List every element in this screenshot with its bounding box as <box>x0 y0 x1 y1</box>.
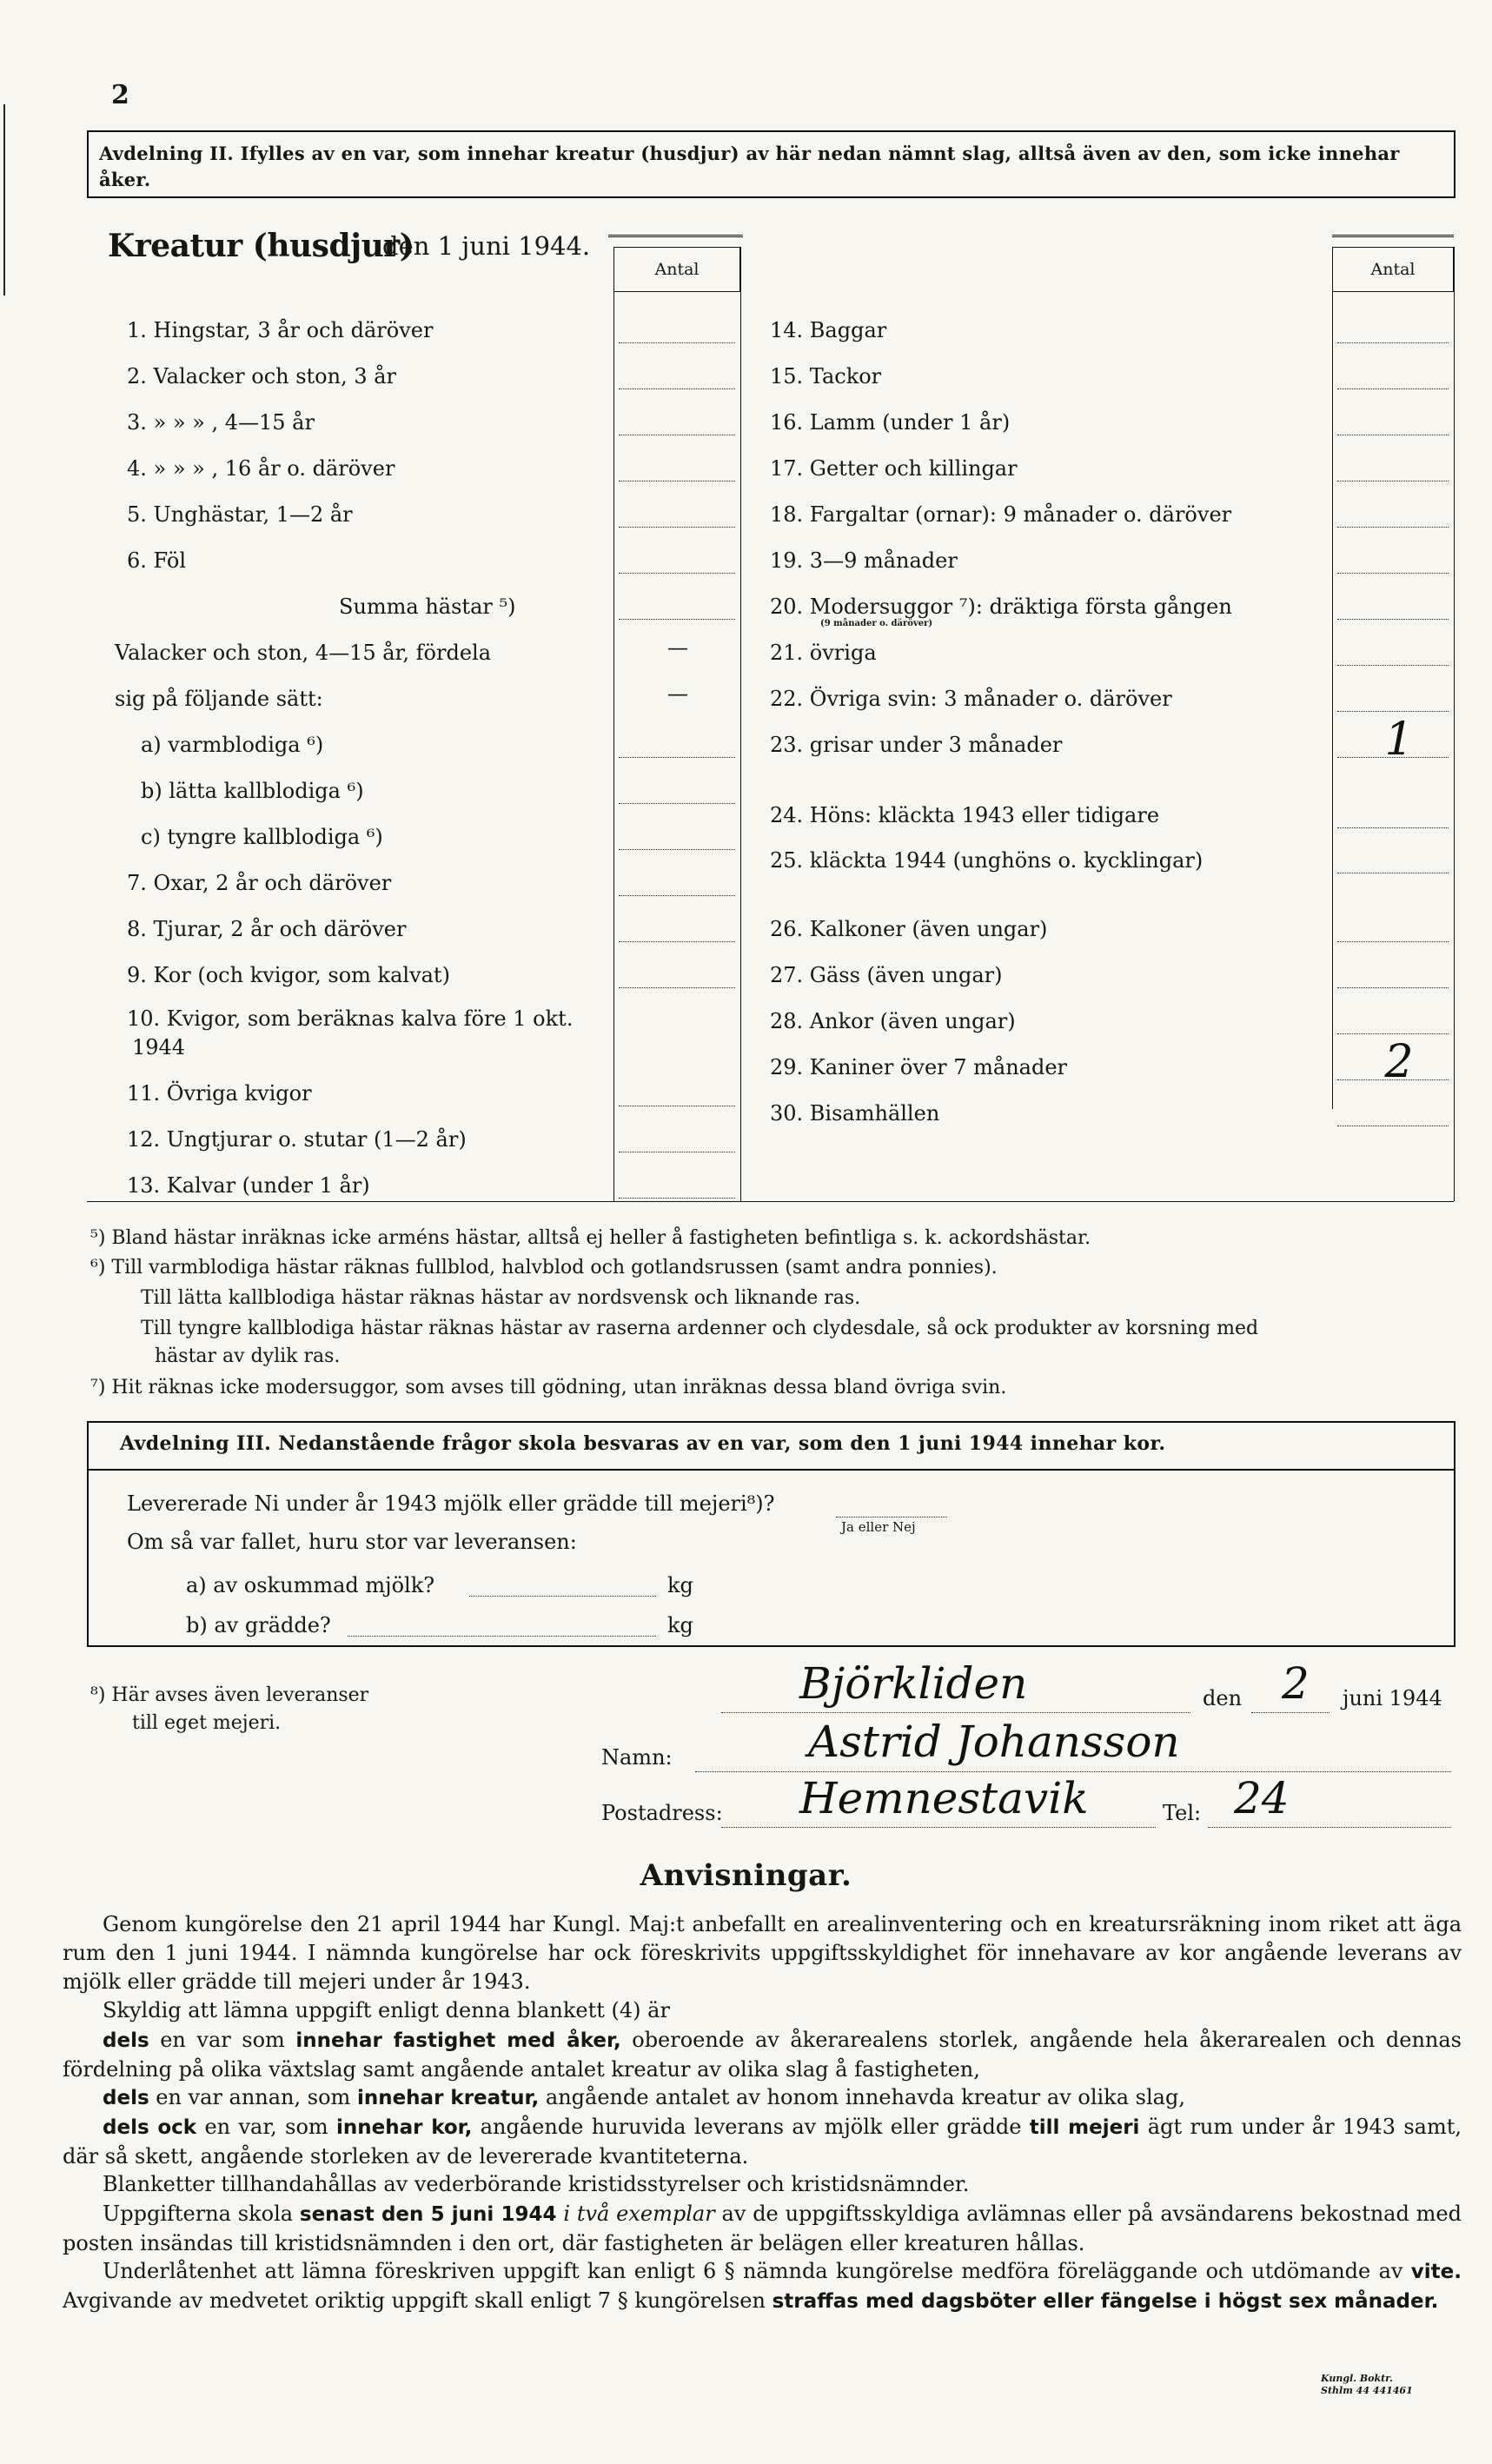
right-row-label: 16. Lamm (under 1 år) <box>770 410 1011 435</box>
instructions-p5 <box>63 2113 1462 2171</box>
right-row-answer[interactable] <box>1337 711 1449 712</box>
left-row-answer[interactable] <box>619 803 735 804</box>
right-row-label: 23. grisar under 3 månader <box>770 733 1063 757</box>
p7-b: senast den 5 juni 1944 <box>299 2203 557 2226</box>
right-row-label: 20. Modersuggor ⁷): dräktiga första gången <box>770 594 1232 619</box>
footnote-6: ⁶) Till varmblodiga hästar räknas fullblod, halvblod och gotlandsrussen (samt andra ponnies). <box>90 1257 998 1278</box>
q2b-answer-line[interactable] <box>348 1636 656 1637</box>
right-row-answer[interactable] <box>1337 987 1449 988</box>
right-row-label: 28. Ankor (även ungar) <box>770 1009 1016 1033</box>
right-row-label: 18. Fargaltar (ornar): 9 månader o. däröver <box>770 502 1232 527</box>
postadress-handwritten[interactable]: Hemnestavik <box>799 1773 1089 1823</box>
kreatur-date: den 1 juni 1944. <box>382 231 591 261</box>
p3-c: innehar fastighet med åker, <box>295 2029 621 2052</box>
left-row-label: 3. » » » , 4—15 år <box>127 410 315 435</box>
name-line <box>695 1771 1451 1772</box>
left-row-label: b) lätta kallblodiga ⁶) <box>141 779 364 803</box>
p7-d: av de uppgiftsskyldiga avlämnas eller på avsändarens bekostnad med posten insändas till kristidsnämnden i den ort, där fastigheten är belägen eller kreaturen hållas. <box>63 2202 1462 2255</box>
antal-header-left: Antal <box>613 247 740 292</box>
printer-mark: Kungl. Boktr. Sthlm 44 441461 <box>1321 2373 1413 2396</box>
p3-d: oberoende av åkerarealens storlek, angående hela åkerarealen och dennas fördelning på olika växtslag samt angående antalet kreatur av olika slag å fastigheten, <box>63 2028 1462 2082</box>
p7-c: i två exemplar <box>556 2202 715 2226</box>
instructions-p3 <box>63 2026 1462 2084</box>
month-year: juni 1944 <box>1343 1686 1442 1710</box>
p8-a: Underlåtenhet att lämna föreskriven uppgift kan enligt 6 § nämnda kungörelse medföra föreläggande och utdömande av <box>103 2259 1411 2283</box>
section3-header: Avdelning III. Nedanstående frågor skola besvaras av en var, som den 1 juni 1944 innehar kor. <box>120 1432 1166 1455</box>
left-row-label: 7. Oxar, 2 år och däröver <box>127 871 392 895</box>
left-row-label: 12. Ungtjurar o. stutar (1—2 år) <box>127 1127 467 1152</box>
left-row-label: sig på följande sätt: <box>115 687 323 711</box>
right-row-answer[interactable] <box>1337 665 1449 666</box>
right-row-label: 15. Tackor <box>770 364 882 389</box>
right-row-label: 19. 3—9 månader <box>770 548 958 573</box>
p4-d: angående antalet av honom innehavda kreatur av olika slag, <box>539 2085 1185 2109</box>
footnote-8-line2: till eget mejeri. <box>132 1712 282 1734</box>
right-row-answer[interactable] <box>1337 481 1449 482</box>
day-handwritten[interactable]: 2 <box>1282 1658 1310 1709</box>
p7-a: Uppgifterna skola <box>103 2202 300 2226</box>
left-antal-column-right <box>740 247 741 1201</box>
left-row-answer[interactable] <box>619 941 735 942</box>
tel-handwritten[interactable]: 24 <box>1234 1773 1290 1823</box>
p6-text: Blanketter tillhandahållas av vederbörande kristidsstyrelser och kristidsnämnder. <box>103 2172 970 2196</box>
left-row-answer[interactable] <box>619 573 735 574</box>
right-antal-column-left <box>1332 292 1333 1109</box>
left-row-label: 2. Valacker och ston, 3 år <box>127 364 397 389</box>
footnote-7: ⁷) Hit räknas icke modersuggor, som avses till gödning, utan inräknas dessa bland övriga svin. <box>90 1377 1007 1398</box>
instructions-p6 <box>63 2170 1462 2199</box>
left-row-answer[interactable] <box>619 895 735 896</box>
postadress-line <box>721 1827 1156 1828</box>
page-number: 2 <box>111 80 129 110</box>
right-row-label: 29. Kaniner över 7 månader <box>770 1055 1068 1079</box>
left-antal-column-left <box>613 292 614 1201</box>
instructions-p4 <box>63 2083 1462 2113</box>
p4-b: en var annan, som <box>149 2085 357 2109</box>
left-row-label: Valacker och ston, 4—15 år, fördela <box>115 641 492 665</box>
right-row-label: 30. Bisamhällen <box>770 1101 940 1126</box>
left-row-answer[interactable] <box>619 527 735 528</box>
q1-hint: Ja eller Nej <box>841 1519 916 1535</box>
section2-header: Avdelning II. Ifylles av en var, som innehar kreatur (husdjur) av här nedan nämnt slag, alltså även av den, som icke innehar åker. <box>99 143 1400 190</box>
p5-c: innehar kor, <box>336 2116 473 2139</box>
p8-b: vite. <box>1410 2261 1462 2283</box>
q2a-text: a) av oskummad mjölk? <box>186 1573 435 1597</box>
right-row-label: 14. Baggar <box>770 318 887 342</box>
left-row-answer[interactable] <box>619 757 735 758</box>
q2-text: Om så var fallet, huru stor var leveransen: <box>127 1530 577 1554</box>
footnote-5: ⁵) Bland hästar inräknas icke arméns hästar, alltså ej heller å fastigheten befintliga s. k. ackordshästar. <box>90 1227 1091 1249</box>
left-row-value: — <box>667 681 688 706</box>
left-row-label: 13. Kalvar (under 1 år) <box>127 1173 370 1198</box>
p8-c: Avgivande av medvetet oriktig uppgift skall enligt 7 § kungörelsen <box>63 2288 773 2313</box>
right-row-label: 25. kläckta 1944 (unghöns o. kycklingar) <box>770 848 1204 873</box>
place-handwritten[interactable]: Björkliden <box>799 1658 1028 1709</box>
left-row-label: 11. Övriga kvigor <box>127 1081 312 1106</box>
left-row-answer[interactable] <box>619 1198 735 1199</box>
day-line <box>1251 1712 1330 1713</box>
right-row-answer[interactable] <box>1337 573 1449 574</box>
footnote-6-light: Till lätta kallblodiga hästar räknas hästar av nordsvensk och liknande ras. <box>141 1287 861 1309</box>
place-line <box>721 1712 1190 1713</box>
p5-d: angående huruvida leverans av mjölk eller grädde <box>472 2115 1030 2139</box>
q2b-unit: kg <box>667 1613 693 1637</box>
left-row-answer[interactable] <box>619 987 735 988</box>
footnote-8-line1: ⁸) Här avses även leveranser <box>90 1684 369 1706</box>
left-row-label: 1944 <box>132 1035 186 1059</box>
instructions-p7 <box>63 2200 1462 2258</box>
left-row-label: 6. Föl <box>127 548 186 573</box>
antal-header-right: Antal <box>1332 247 1454 292</box>
table-bottom-rule <box>87 1201 1454 1202</box>
left-row-label: Summa hästar ⁵) <box>339 594 516 619</box>
right-row-answer[interactable] <box>1337 827 1449 828</box>
right-row-label: 26. Kalkoner (även ungar) <box>770 917 1048 941</box>
left-row-answer[interactable] <box>619 619 735 620</box>
tel-label: Tel: <box>1163 1801 1202 1825</box>
left-row-label: 9. Kor (och kvigor, som kalvat) <box>127 963 450 987</box>
left-row-label: 5. Unghästar, 1—2 år <box>127 502 353 527</box>
right-row-answer[interactable] <box>1337 619 1449 620</box>
table-top-rule-left <box>608 235 743 237</box>
p8-d: straffas med dagsböter eller fängelse i högst sex månader. <box>772 2290 1439 2313</box>
q1-answer-line[interactable] <box>836 1517 947 1518</box>
table-top-rule-right <box>1332 235 1454 237</box>
right-row-answer[interactable] <box>1337 941 1449 942</box>
instructions-title: Anvisningar. <box>640 1858 852 1893</box>
tel-line <box>1208 1827 1451 1828</box>
left-row-answer[interactable] <box>619 481 735 482</box>
left-row-answer[interactable] <box>619 849 735 850</box>
instructions-p8 <box>63 2257 1462 2316</box>
right-row-label: 24. Höns: kläckta 1943 eller tidigare <box>770 803 1160 827</box>
kreatur-title: Kreatur (husdjur) <box>108 228 414 264</box>
q2a-unit: kg <box>667 1573 693 1597</box>
right-row-answer[interactable] <box>1337 342 1449 343</box>
postadress-label: Postadress: <box>601 1801 723 1825</box>
right-row-label: 17. Getter och killingar <box>770 456 1018 481</box>
p3-dels: dels <box>103 2029 149 2052</box>
instructions-p2 <box>63 1996 1462 2025</box>
right-row-value: 1 <box>1384 714 1414 766</box>
right-row-answer[interactable] <box>1337 1033 1449 1034</box>
right-row-label: (9 månader o. däröver) <box>820 619 933 628</box>
name-handwritten[interactable]: Astrid Johansson <box>808 1717 1180 1767</box>
p5-dels-ock: dels ock <box>103 2116 197 2139</box>
margin-line <box>3 104 5 296</box>
den-label: den <box>1203 1686 1243 1710</box>
q2b-text: b) av grädde? <box>186 1613 331 1637</box>
p5-b: en var, som <box>196 2115 336 2139</box>
q2a-answer-line[interactable] <box>469 1596 656 1597</box>
p2-text: Skyldig att lämna uppgift enligt denna blankett (4) är <box>103 1998 670 2022</box>
right-row-answer[interactable] <box>1337 527 1449 528</box>
p1-text: Genom kungörelse den 21 april 1944 har Kungl. Maj:t anbefallt en arealinventering och en kreatursräkning inom riket att äga rum den 1 juni 1944. I nämnda kungörelse har ock föreskrivits uppgiftsskyldighet för innehavare av kor angående leverans av mjölk eller grädde till mejeri under år 1943. <box>63 1912 1462 1994</box>
left-row-label: c) tyngre kallblodiga ⁶) <box>141 825 383 849</box>
left-row-label: 4. » » » , 16 år o. däröver <box>127 456 395 481</box>
left-row-label: 1. Hingstar, 3 år och däröver <box>127 318 434 342</box>
section3-rule <box>87 1469 1456 1471</box>
right-row-label: 27. Gäss (även ungar) <box>770 963 1003 987</box>
left-row-value: — <box>667 635 688 660</box>
footnote-6-heavy: Till tyngre kallblodiga hästar räknas hästar av raserna ardenner och clydesdale, så ock produkter av korsning med <box>141 1318 1259 1339</box>
right-row-label: 21. övriga <box>770 641 877 665</box>
p4-c: innehar kreatur, <box>356 2087 540 2109</box>
p5-e: till mejeri <box>1029 2116 1140 2139</box>
footnote-6-heavy-cont: hästar av dylik ras. <box>155 1345 341 1367</box>
left-row-label: a) varmblodiga ⁶) <box>141 733 324 757</box>
p4-dels: dels <box>103 2087 149 2109</box>
left-row-label: 10. Kvigor, som beräknas kalva före 1 okt. <box>127 1006 574 1031</box>
left-row-answer[interactable] <box>619 342 735 343</box>
right-antal-column-right <box>1454 247 1455 1201</box>
left-row-label: 8. Tjurar, 2 år och däröver <box>127 917 407 941</box>
p5-f: ägt rum under år 1943 samt, där så skett, angående storleken av de levererade kvantiteterna. <box>63 2115 1462 2168</box>
p3-b: en var som <box>149 2028 296 2052</box>
right-row-label: 22. Övriga svin: 3 månader o. däröver <box>770 687 1172 711</box>
q1-text: Levererade Ni under år 1943 mjölk eller grädde till mejeri⁸)? <box>127 1491 775 1516</box>
right-row-value: 2 <box>1384 1036 1414 1088</box>
instructions-p1 <box>63 1910 1462 1996</box>
namn-label: Namn: <box>601 1745 673 1770</box>
